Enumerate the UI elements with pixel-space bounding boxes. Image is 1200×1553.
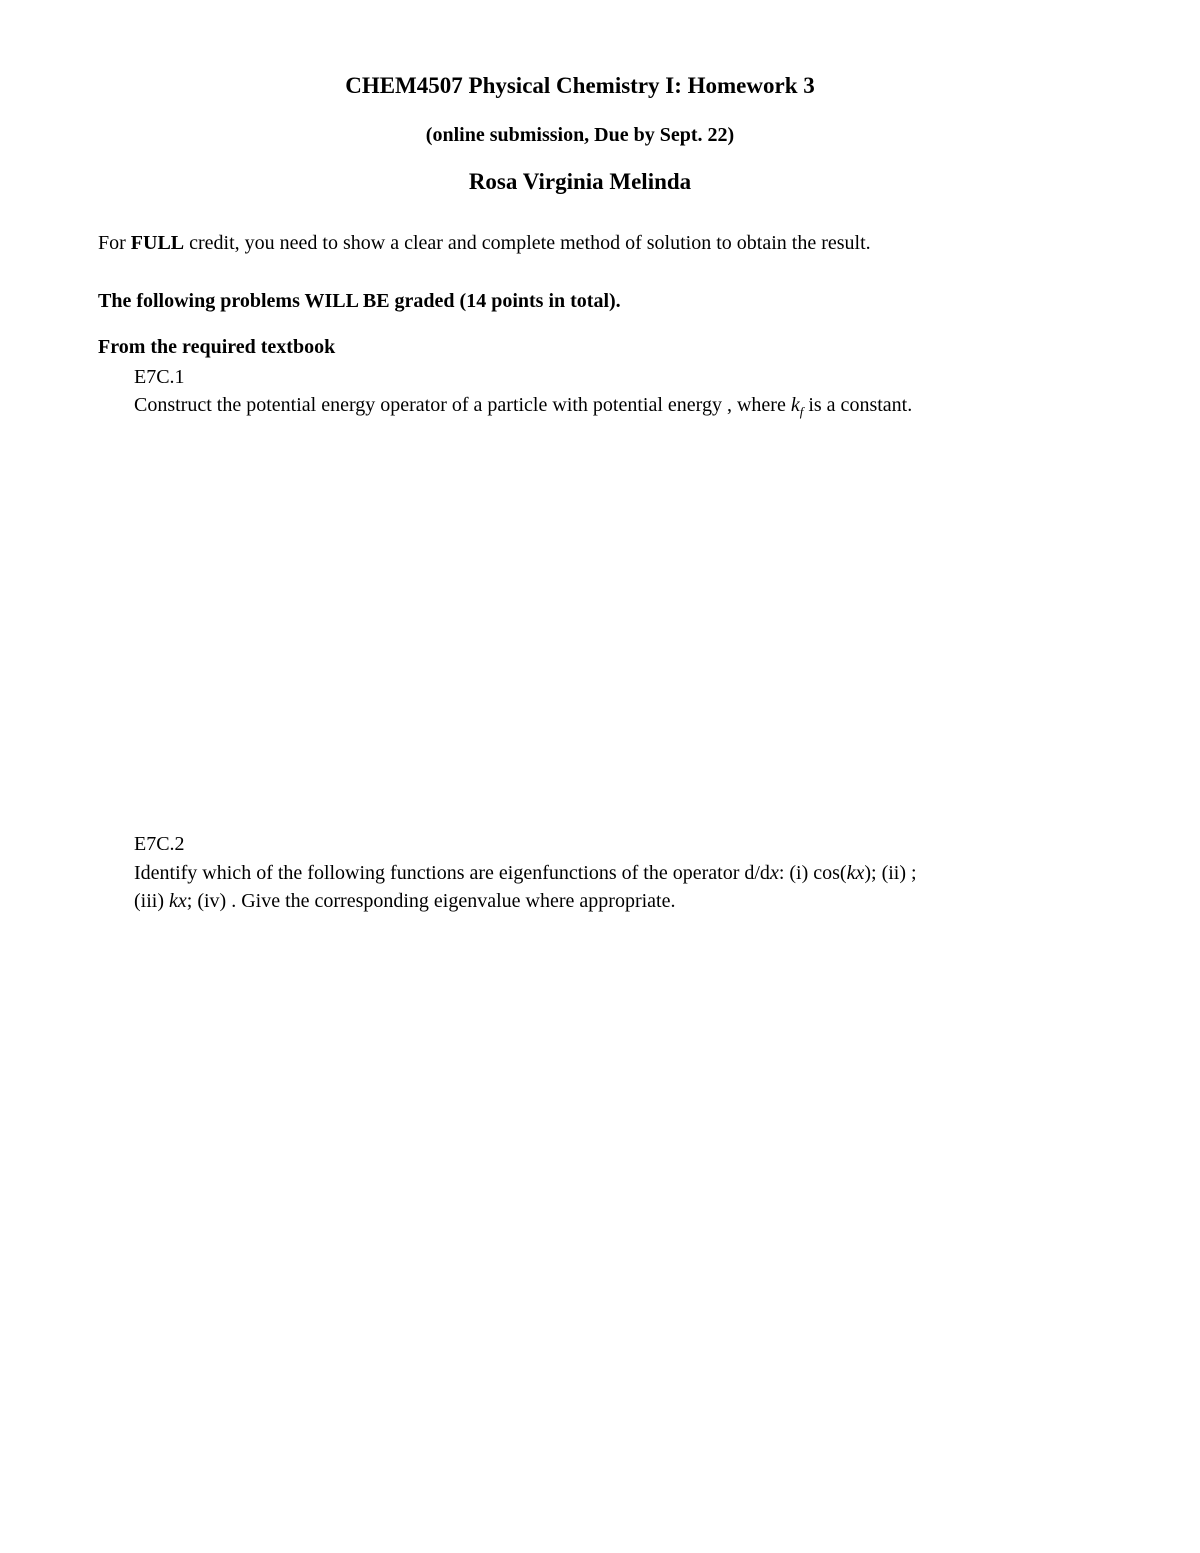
variable-kx: kx — [169, 890, 187, 912]
problem-text-e7c2-line2 — [134, 887, 675, 915]
variable-x: x — [769, 862, 779, 884]
problem-text-part: is a constant. — [803, 394, 913, 416]
due-date-subtitle: (online submission, Due by Sept. 22) — [425, 124, 735, 146]
problem-text-part: Identify which of the following functions are eigenfunctions of the operator d/d — [134, 862, 770, 884]
credit-emphasis: FULL — [130, 232, 185, 254]
problem-text-e7c1 — [134, 391, 912, 419]
problem-text-part: ); (ii) ; — [864, 862, 917, 884]
force-constant-subscript: f — [799, 404, 804, 419]
credit-suffix: credit, you need to show a clear and complete method of solution to obtain the result. — [184, 232, 871, 254]
problem-text-part: : (i) cos( — [778, 862, 847, 884]
graded-notice: The following problems WILL BE graded (14 points in total). — [98, 290, 621, 312]
credit-instruction — [98, 229, 871, 257]
problem-text-e7c2-line1 — [134, 859, 917, 887]
textbook-heading: From the required textbook — [98, 336, 336, 358]
problem-id-e7c2: E7C.2 — [134, 833, 185, 855]
problem-text-part: (iii) — [134, 890, 169, 912]
problem-text-part: ; (iv) . Give the corresponding eigenvalue where appropriate. — [186, 890, 676, 912]
author-name: Rosa Virginia Melinda — [468, 169, 692, 194]
problem-id-e7c1: E7C.1 — [134, 366, 185, 388]
problem-text-part: Construct the potential energy operator of a particle with potential energy , where — [134, 394, 791, 416]
force-constant-symbol: k — [790, 394, 800, 416]
page-title: CHEM4507 Physical Chemistry I: Homework 3 — [345, 73, 815, 98]
variable-kx: kx — [846, 862, 865, 884]
credit-prefix: For — [98, 232, 131, 254]
